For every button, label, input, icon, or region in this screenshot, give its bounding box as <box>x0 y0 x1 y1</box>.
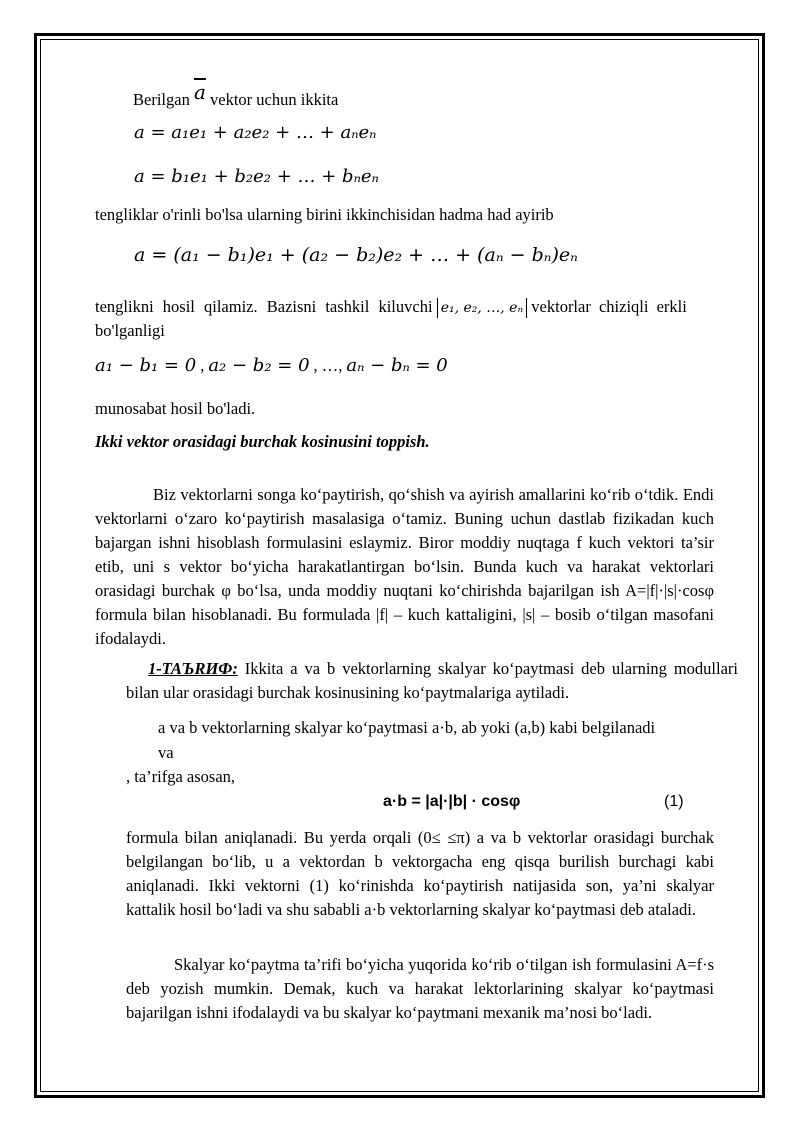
intro-line <box>133 80 339 110</box>
scalar-product-formula: a·b = |a|·|b| · cosφ <box>383 793 521 810</box>
definition-block <box>126 657 738 705</box>
relation-line: munosabat hosil bo'ladi. <box>95 399 256 418</box>
equation-4: a₁ − b₁ = 0 , a₂ − b₂ = 0 , …, aₙ − bₙ = 0 <box>95 355 448 376</box>
notation-line-2: va <box>158 743 174 762</box>
equation-2: a = b₁e₁ + b₂e₂ + … + bₙeₙ <box>134 166 379 187</box>
paragraph-work-formula: Biz vektorlarni songa ko‘paytirish, qo‘shish va ayirish amallarini ko‘rib o‘tdik. Endi vektorlarni o‘zaro ko‘paytirish masalasiga o‘tamiz. Buning uchun dastlab fizikadan kuch bajargan ishni hisoblash formulasini eslaymiz. Biror moddiy nuqtaga f kuch vektori ta’sir etib, uni s vektor bo‘yicha harakatlantirgan bo‘lsin. Bunda kuch va harakat vektorlari orasidagi burchak φ bo‘lsa, unda moddiy nuqtani ko‘chirishda bajarilgan ish A=|f|·|s|·cosφ formula bilan hisoblanadi. Bu formulada |f| – kuch kattaligini, |s| – bosib o‘tilgan masofani ifodalaydi. <box>95 485 714 648</box>
equation-1: a = a₁e₁ + a₂e₂ + … + aₙeₙ <box>134 122 377 143</box>
basis-suffix: vektorlar chiziqli erkli <box>531 297 687 316</box>
formula-number: (1) <box>664 793 684 810</box>
equation-4b: a₂ − b₂ = 0 <box>208 355 310 376</box>
equation-4a: a₁ − b₁ = 0 <box>95 355 197 376</box>
definition-reference: , ta’rifga asosan, <box>126 767 236 786</box>
intro-prefix: Berilgan <box>133 90 190 109</box>
definition-label: 1-TAЪRИФ: <box>148 659 238 678</box>
basis-line-2: bo'lganligi <box>95 321 165 340</box>
basis-line <box>95 297 743 318</box>
intro-suffix: vektor uchun ikkita <box>210 90 339 109</box>
equation-3: a = (a₁ − b₁)e₁ + (a₂ − b₂)e₂ + … + (aₙ − bₙ)eₙ <box>134 244 578 266</box>
paragraph-mechanical-meaning: Skalyar ko‘paytma ta’rifi bo‘yicha yuqorida ko‘rib o‘tilgan ish formulasini A=f·s deb yozish mumkin. Demak, kuch va harakat lektorlarining skalyar ko‘paytmasi bajarilgan ishni ifodalaydi va bu skalyar ko‘paytmani mexanik ma’nosi bo‘ladi. <box>126 955 714 1022</box>
section-heading: Ikki vektor orasidagi burchak kosinusini toppish. <box>95 432 430 451</box>
subtract-line: tengliklar o'rinli bo'lsa ularning birini ikkinchisidan hadma had ayirib <box>95 205 554 224</box>
notation-line-1: a va b vektorlarning skalyar ko‘paytmasi a·b, ab yoki (a,b) kabi belgilanadi <box>158 718 656 737</box>
equation-4c: aₙ − bₙ = 0 <box>346 355 448 376</box>
definition-text: Ikkita a va b vektorlarning skalyar ko‘paytmasi deb ularning modullari bilan ular orasidagi burchak kosinusining ko‘paytmalariga aytiladi. <box>126 659 739 702</box>
intro-vector-symbol: $\overline{a}$ <box>193 80 206 104</box>
basis-prefix: tenglikni hosil qilamiz. Bazisni tashkil kiluvchi <box>95 297 433 316</box>
equation-4-separator: , …, <box>313 356 343 375</box>
paragraph-formula-explanation: formula bilan aniqlanadi. Bu yerda orqali (0≤ ≤π) a va b vektorlar orasidagi burchak belgilangan bo‘lib, u a vektordan b vektorgacha eng qisqa burilish burchagi kabi aniqlanadi. Ikki vektorni (1) ko‘rinishda ko‘paytirish natijasida son, ya’ni skalyar kattalik hosil bo‘ladi va shu sababli a·b vektorlarning skalyar ko‘paytmasi deb ataladi. <box>126 828 714 919</box>
basis-set: e₁, e₂, …, eₙ <box>437 298 527 318</box>
